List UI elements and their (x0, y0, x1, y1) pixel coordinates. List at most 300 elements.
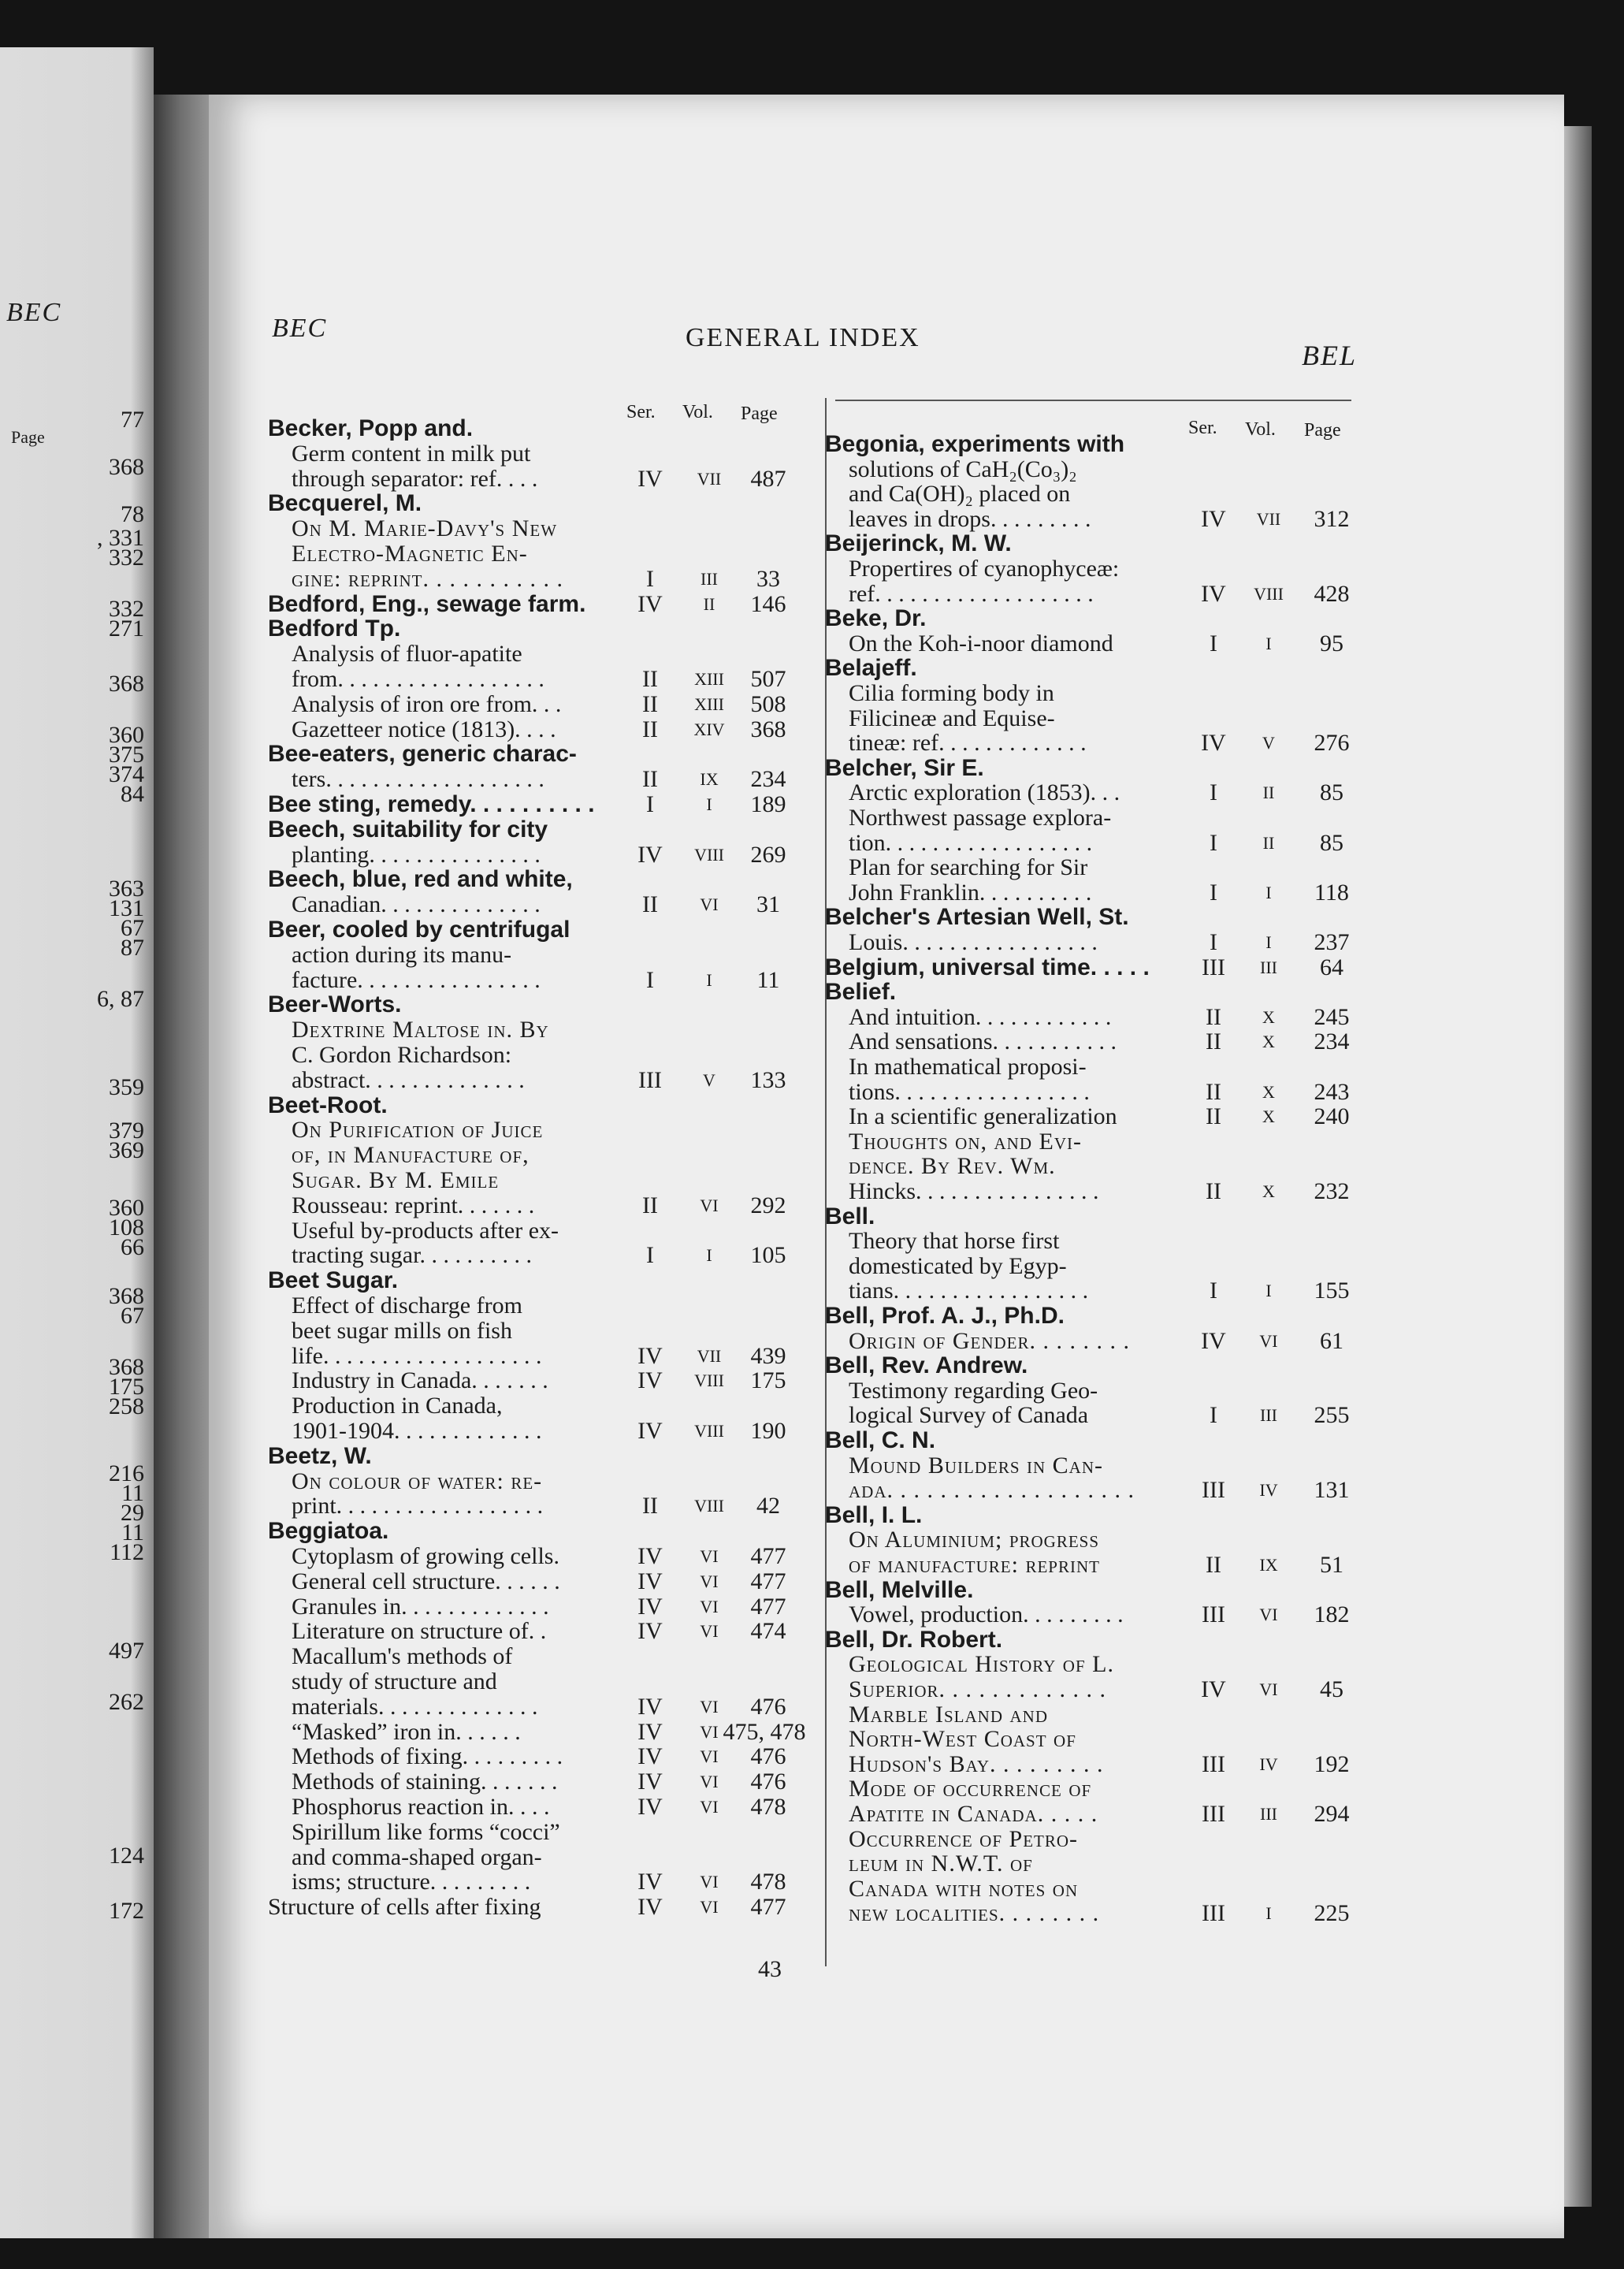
series-number: II (642, 891, 658, 918)
volume-number: VII (1256, 508, 1281, 529)
page-reference: 476 (750, 1693, 786, 1720)
series-number: III (1202, 1750, 1225, 1777)
entry-text: Louis. . . . . . . . . . . . . . . . . (849, 929, 1098, 955)
page-reference: 190 (750, 1418, 786, 1444)
entry-text: domesticated by Egyp- (849, 1252, 1067, 1279)
left-page-number: 271 (109, 616, 144, 642)
volume-number: XIII (694, 669, 724, 689)
series-number: III (1202, 1601, 1225, 1628)
volume-number: III (701, 568, 718, 589)
entry-text: Industry in Canada. . . . . . . (292, 1367, 548, 1394)
series-number: IV (1201, 730, 1226, 757)
entry-text: Occurrence of Petro- (849, 1825, 1079, 1852)
entry-text: C. Gordon Richardson: (292, 1042, 512, 1068)
series-number: IV (637, 1618, 663, 1645)
volume-number: X (1262, 1006, 1275, 1027)
series-number: IV (637, 1543, 663, 1569)
entry-text: Geological History of L. (849, 1651, 1114, 1678)
entry-text: In a scientific generalization (849, 1103, 1117, 1130)
entry-text: print. . . . . . . . . . . . . . . . . . (292, 1493, 544, 1519)
entry-text: In mathematical proposi- (849, 1054, 1087, 1080)
page-reference: 118 (1314, 879, 1349, 906)
volume-number: I (1265, 1281, 1272, 1301)
entry-text: Superior. . . . . . . . . . . . . (849, 1676, 1107, 1702)
entry-heading: Begonia, experiments with (825, 431, 1125, 457)
entry-text: planting. . . . . . . . . . . . . . . (292, 841, 541, 868)
series-number: IV (1201, 1676, 1226, 1702)
entry-heading: Belcher, Sir E. (825, 754, 984, 781)
entry-heading: Bee-eaters, generic charac- (268, 741, 577, 768)
entry-text: 1901-1904. . . . . . . . . . . . . (292, 1418, 542, 1444)
page-reference: 507 (750, 666, 786, 692)
series-number: IV (1201, 580, 1226, 607)
entry-text: Phosphorus reaction in. . . . (292, 1794, 550, 1820)
series-number: II (1206, 1178, 1221, 1204)
left-page-number: 368 (109, 1283, 144, 1309)
series-number: III (638, 1066, 662, 1093)
series-number: IV (637, 1367, 663, 1394)
volume-number: I (1265, 1903, 1272, 1924)
book-spine (154, 95, 213, 2238)
entry-text: abstract. . . . . . . . . . . . . . (292, 1066, 525, 1093)
page-reference: 243 (1314, 1078, 1350, 1105)
entry-heading: Bee sting, remedy. . . . . . . . . . (268, 791, 595, 817)
entry-text: Analysis of iron ore from. . . (292, 690, 562, 717)
left-page-number: 67 (121, 915, 144, 941)
volume-number: VIII (1254, 583, 1284, 604)
entry-text: tions. . . . . . . . . . . . . . . . . (849, 1078, 1090, 1105)
series-number: I (1210, 630, 1217, 657)
page-title: GENERAL INDEX (686, 323, 920, 352)
left-page-number: 359 (109, 1074, 144, 1100)
series-number: IV (637, 1693, 663, 1720)
entry-text: Granules in. . . . . . . . . . . . . (292, 1593, 549, 1620)
left-page-number: 112 (110, 1539, 144, 1565)
page-reference: 11 (756, 966, 780, 993)
left-page-number: 87 (121, 935, 144, 961)
entry-text: Structure of cells after fixing (268, 1894, 541, 1921)
entry-text: through separator: ref. . . . (292, 465, 538, 492)
entry-text: and Ca(OH)₂ placed on (849, 481, 1071, 508)
page-reference: 478 (750, 1794, 786, 1820)
left-page-number: 368 (109, 454, 144, 480)
series-number: IV (637, 841, 663, 868)
page-reference: 42 (756, 1493, 780, 1519)
volume-number: VIII (694, 1371, 724, 1391)
entry-text: leum in N.W.T. of (849, 1851, 1033, 1877)
entry-text: facture. . . . . . . . . . . . . . . . (292, 966, 541, 993)
entry-text: life. . . . . . . . . . . . . . . . . . . (292, 1342, 542, 1369)
entry-text: Useful by-products after ex- (292, 1217, 559, 1244)
page-reference: 476 (750, 1743, 786, 1770)
entry-text: Origin of Gender. . . . . . . . (849, 1327, 1130, 1354)
volume-number: II (1262, 783, 1275, 803)
volume-number: X (1262, 1081, 1275, 1102)
entry-text: ref. . . . . . . . . . . . . . . . . . . (849, 580, 1094, 607)
page-reference: 477 (750, 1568, 786, 1594)
series-number: IV (637, 1869, 663, 1895)
entry-text: Effect of discharge from (292, 1293, 522, 1319)
page-reference: 234 (750, 766, 786, 793)
series-number: III (1202, 1801, 1225, 1827)
left-page-number: 131 (109, 895, 144, 921)
entry-text: Northwest passage explora- (849, 805, 1112, 831)
entry-heading: Bell, C. N. (825, 1427, 936, 1453)
volume-number: VIII (694, 1496, 724, 1516)
volume-number: I (706, 969, 712, 990)
series-number: IV (637, 590, 663, 617)
page-reference: 225 (1314, 1900, 1350, 1927)
page-reference: 477 (750, 1593, 786, 1620)
entry-text: Cilia forming body in (849, 680, 1054, 706)
entry-text: isms; structure. . . . . . . . . (292, 1869, 531, 1895)
entry-text: On Purification of Juice (292, 1117, 544, 1144)
page-edge (1564, 126, 1592, 2207)
page-reference: 85 (1320, 779, 1343, 806)
left-page-number: 11 (121, 1480, 144, 1506)
page-reference: 133 (750, 1066, 786, 1093)
entry-heading: Bell, Melville. (825, 1576, 974, 1603)
series-number: II (1206, 1103, 1221, 1130)
left-page-number: 379 (109, 1118, 144, 1144)
left-page-number: , 331 (97, 525, 144, 551)
series-number: I (646, 791, 654, 817)
entry-text: Macallum's methods of (292, 1643, 513, 1670)
volume-number: I (706, 794, 712, 814)
left-page-number: 66 (121, 1234, 144, 1260)
entry-heading: Beggiatoa. (268, 1518, 389, 1545)
entry-text: Mound Builders in Can- (849, 1452, 1104, 1479)
left-page-number: 368 (109, 671, 144, 697)
page-reference: 33 (756, 565, 780, 592)
series-number: IV (637, 1894, 663, 1921)
left-page-number: 6, 87 (97, 986, 144, 1012)
volume-number: VI (700, 1897, 719, 1917)
series-number: I (646, 1242, 654, 1269)
left-col-header-vol: Vol. (682, 402, 713, 422)
page-reference: 105 (750, 1242, 786, 1269)
page-reference: 255 (1314, 1402, 1350, 1429)
page-reference: 146 (750, 590, 786, 617)
page-reference: 294 (1314, 1801, 1350, 1827)
page-reference: 61 (1320, 1327, 1343, 1354)
entry-text: of manufacture: reprint (849, 1552, 1100, 1578)
volume-number: VI (700, 1571, 719, 1591)
entry-heading: Bedford Tp. (268, 616, 401, 642)
entry-heading: Bell. (825, 1203, 875, 1229)
page-number: 43 (758, 1956, 782, 1982)
volume-number: VI (700, 1772, 719, 1792)
left-page-number: 216 (109, 1460, 144, 1486)
page-reference: 95 (1320, 630, 1343, 657)
volume-number: X (1262, 1107, 1275, 1127)
entry-text: Hudson's Bay. . . . . . . . . (849, 1750, 1104, 1777)
page-reference: 508 (750, 690, 786, 717)
entry-text: Germ content in milk put (292, 440, 531, 467)
volume-number: III (1260, 1405, 1277, 1426)
volume-number: VI (700, 1721, 719, 1742)
left-page-number: 77 (121, 407, 144, 433)
page-reference: 439 (750, 1342, 786, 1369)
page-reference: 192 (1314, 1750, 1350, 1777)
left-col-header-page: Page (741, 404, 778, 424)
left-page-number: 84 (121, 781, 144, 807)
left-page-number: 363 (109, 876, 144, 902)
series-number: IV (637, 1568, 663, 1594)
page-reference: 292 (750, 1192, 786, 1218)
left-page-number: 332 (109, 545, 144, 571)
entry-heading: Bell, Rev. Andrew. (825, 1352, 1028, 1379)
entry-text: Sugar. By M. Emile (292, 1167, 500, 1193)
entry-heading: Belgium, universal time. . . . . (825, 954, 1150, 980)
right-col-header-vol: Vol. (1245, 419, 1276, 440)
page-reference: 269 (750, 841, 786, 868)
page-reference: 240 (1314, 1103, 1350, 1130)
volume-number: V (1262, 733, 1275, 753)
entry-heading: Beetz, W. (268, 1442, 372, 1469)
page-reference: 487 (750, 465, 786, 492)
entry-heading: Bell, Dr. Robert. (825, 1626, 1003, 1653)
entry-text: Canada with notes on (849, 1875, 1079, 1902)
volume-number: VIII (694, 844, 724, 865)
running-head-right: BEL (1302, 340, 1358, 371)
running-head-left: BEC (272, 314, 328, 343)
left-page-number: 175 (109, 1374, 144, 1400)
entry-text: Spirillum like forms “cocci” (292, 1818, 560, 1845)
page-reference: 155 (1314, 1278, 1350, 1304)
entry-heading: Beer, cooled by centrifugal (268, 917, 570, 943)
page-reference: 182 (1314, 1601, 1350, 1628)
page-reference: 474 (750, 1618, 786, 1645)
entry-heading: Belajeff. (825, 655, 917, 682)
series-number: IV (637, 1769, 663, 1795)
page-reference: 476 (750, 1769, 786, 1795)
entry-heading: Beer-Worts. (268, 991, 402, 1018)
left-page-number: 374 (109, 761, 144, 787)
series-number: IV (637, 1418, 663, 1444)
entry-text: Cytoplasm of growing cells. (292, 1543, 559, 1569)
entry-text: North-West Coast of (849, 1726, 1076, 1753)
page-reference: 475, 478 (723, 1718, 806, 1745)
volume-number: III (1260, 957, 1277, 977)
left-page-number: 29 (121, 1500, 144, 1526)
entry-heading: Becker, Popp and. (268, 415, 474, 441)
entry-text: action during its manu- (292, 941, 512, 968)
volume-number: II (1262, 832, 1275, 853)
left-page-number: 332 (109, 596, 144, 622)
page-reference: 51 (1320, 1552, 1343, 1578)
entry-text: study of structure and (292, 1668, 497, 1694)
entry-heading: Belief. (825, 979, 897, 1006)
volume-number: IX (1259, 1555, 1278, 1575)
entry-text: beet sugar mills on fish (292, 1317, 512, 1344)
series-number: II (642, 766, 658, 793)
entry-text: of, in Manufacture of, (292, 1142, 530, 1169)
entry-text: Apatite in Canada. . . . . (849, 1801, 1098, 1827)
column-divider (825, 398, 827, 1966)
volume-number: VII (697, 468, 722, 489)
right-column-rule (835, 400, 1351, 401)
volume-number: I (1265, 882, 1272, 902)
series-number: I (1210, 879, 1217, 906)
series-number: II (642, 1192, 658, 1218)
volume-number: IV (1259, 1480, 1278, 1501)
volume-number: II (703, 593, 715, 614)
series-number: I (1210, 929, 1217, 955)
entry-text: Testimony regarding Geo- (849, 1377, 1098, 1404)
left-page-number: 369 (109, 1137, 144, 1163)
entry-text: ada. . . . . . . . . . . . . . . . . . . (849, 1477, 1135, 1504)
series-number: II (1206, 1552, 1221, 1578)
entry-text: Gazetteer notice (1813). . . . (292, 716, 556, 742)
left-page-number: 368 (109, 1354, 144, 1380)
page-reference: 131 (1314, 1477, 1350, 1504)
series-number: I (1210, 1278, 1217, 1304)
volume-number: VI (700, 895, 719, 915)
series-number: I (1210, 829, 1217, 856)
page-reference: 189 (750, 791, 786, 817)
entry-text: Mode of occurrence of (849, 1776, 1092, 1802)
left-page-number: 78 (121, 501, 144, 527)
series-number: II (642, 666, 658, 692)
series-number: II (1206, 1078, 1221, 1105)
volume-number: VI (700, 1546, 719, 1566)
series-number: IV (637, 465, 663, 492)
entry-text: gine: reprint. . . . . . . . . . . (292, 565, 563, 592)
entry-text: On the Koh-i-noor diamond (849, 630, 1113, 657)
page-reference: 368 (750, 716, 786, 742)
entry-text: Theory that horse first (849, 1228, 1060, 1255)
volume-number: VI (700, 1621, 719, 1642)
page-reference: 428 (1314, 580, 1350, 607)
left-page-number: 11 (121, 1519, 144, 1546)
series-number: II (642, 690, 658, 717)
volume-number: IV (1259, 1754, 1278, 1774)
series-number: III (1202, 1900, 1225, 1927)
entry-text: Filicineæ and Equise- (849, 705, 1055, 731)
entry-text: and comma-shaped organ- (292, 1843, 542, 1870)
volume-number: X (1262, 1032, 1275, 1052)
volume-number: I (706, 1245, 712, 1266)
series-number: IV (637, 1718, 663, 1745)
entry-heading: Bell, I. L. (825, 1501, 923, 1528)
entry-text: from. . . . . . . . . . . . . . . . . . (292, 666, 544, 692)
entry-heading: Belcher's Artesian Well, St. (825, 904, 1129, 931)
entry-heading: Bedford, Eng., sewage farm. (268, 590, 586, 617)
entry-heading: Beijerinck, M. W. (825, 530, 1012, 557)
series-number: III (1202, 954, 1225, 980)
page-reference: 45 (1320, 1676, 1343, 1702)
page-reference: 477 (750, 1894, 786, 1921)
entry-heading: Beke, Dr. (825, 605, 927, 632)
left-page-number: 497 (109, 1638, 144, 1664)
entry-text: ters. . . . . . . . . . . . . . . . . . . (292, 766, 544, 793)
entry-text: Electro-Magnetic En- (292, 541, 528, 567)
series-number: IV (637, 1743, 663, 1770)
left-page-number: 360 (109, 722, 144, 748)
series-number: IV (637, 1794, 663, 1820)
entry-text: On M. Marie-Davy's New (292, 515, 558, 542)
left-page-number: 124 (109, 1843, 144, 1869)
series-number: IV (637, 1593, 663, 1620)
entry-text: logical Survey of Canada (849, 1402, 1089, 1429)
page-reference: 478 (750, 1869, 786, 1895)
entry-text: Thoughts on, and Evi- (849, 1128, 1082, 1155)
page-reference: 85 (1320, 829, 1343, 856)
entry-text: materials. . . . . . . . . . . . . . (292, 1693, 538, 1720)
entry-text: On colour of water: re- (292, 1467, 543, 1494)
volume-number: VI (700, 1596, 719, 1616)
right-col-header-page: Page (1304, 420, 1341, 441)
series-number: II (1206, 1003, 1221, 1030)
series-number: II (642, 1493, 658, 1519)
entry-text: solutions of CaH₂(Co₃)₂ (849, 456, 1077, 482)
page-reference: 175 (750, 1367, 786, 1394)
entry-text: General cell structure. . . . . . (292, 1568, 560, 1594)
volume-number: VI (1259, 1605, 1278, 1625)
series-number: I (1210, 1402, 1217, 1429)
entry-heading: Beech, blue, red and white, (268, 866, 573, 893)
entry-text: On Aluminium; progress (849, 1527, 1100, 1553)
volume-number: I (1265, 633, 1272, 653)
entry-text: Literature on structure of. . (292, 1618, 547, 1645)
right-col-header-ser: Ser. (1188, 418, 1217, 438)
volume-number: V (703, 1069, 715, 1090)
left-page-number: 375 (109, 742, 144, 768)
volume-number: VI (700, 1746, 719, 1767)
entry-text: And intuition. . . . . . . . . . . . (849, 1003, 1112, 1030)
entry-text: Marble Island and (849, 1701, 1048, 1728)
series-number: IV (637, 1342, 663, 1369)
left-page-number: 67 (121, 1303, 144, 1329)
entry-text: Vowel, production. . . . . . . . . (849, 1601, 1124, 1628)
volume-number: VIII (694, 1421, 724, 1441)
entry-text: Plan for searching for Sir (849, 854, 1088, 881)
entry-text: new localities. . . . . . . . (849, 1900, 1100, 1927)
page-reference: 276 (1314, 730, 1350, 757)
entry-text: Methods of fixing. . . . . . . . . (292, 1743, 563, 1770)
volume-number: X (1262, 1181, 1275, 1201)
entry-text: Methods of staining. . . . . . . (292, 1769, 558, 1795)
left-page-number: 172 (109, 1898, 144, 1924)
entry-text: Canadian. . . . . . . . . . . . . . (292, 891, 541, 918)
entry-text: Dextrine Maltose in. By (292, 1017, 549, 1043)
entry-heading: Beech, suitability for city (268, 816, 548, 843)
page-reference: 31 (756, 891, 780, 918)
entry-text: dence. By Rev. Wm. (849, 1153, 1056, 1180)
entry-text: Hincks. . . . . . . . . . . . . . . . (849, 1178, 1099, 1204)
page-reference: 312 (1314, 505, 1350, 532)
left-col-header-ser: Ser. (626, 402, 656, 422)
volume-number: XIII (694, 694, 724, 714)
entry-text: Analysis of fluor-apatite (292, 641, 522, 668)
entry-text: John Franklin. . . . . . . . . . (849, 879, 1092, 906)
page-reference: 234 (1314, 1028, 1350, 1055)
page-reference: 477 (750, 1543, 786, 1569)
series-number: I (646, 565, 654, 592)
page-reference: 64 (1320, 954, 1343, 980)
left-page-number: 360 (109, 1195, 144, 1221)
series-number: IV (1201, 1327, 1226, 1354)
left-facing-page (0, 47, 154, 2238)
left-page-number: 258 (109, 1393, 144, 1419)
volume-number: III (1260, 1804, 1277, 1824)
entry-heading: Beet-Root. (268, 1092, 388, 1118)
volume-number: I (1265, 932, 1272, 952)
page-reference: 245 (1314, 1003, 1350, 1030)
entry-text: Propertires of cyanophyceæ: (849, 556, 1120, 582)
entry-heading: Becquerel, M. (268, 490, 422, 517)
